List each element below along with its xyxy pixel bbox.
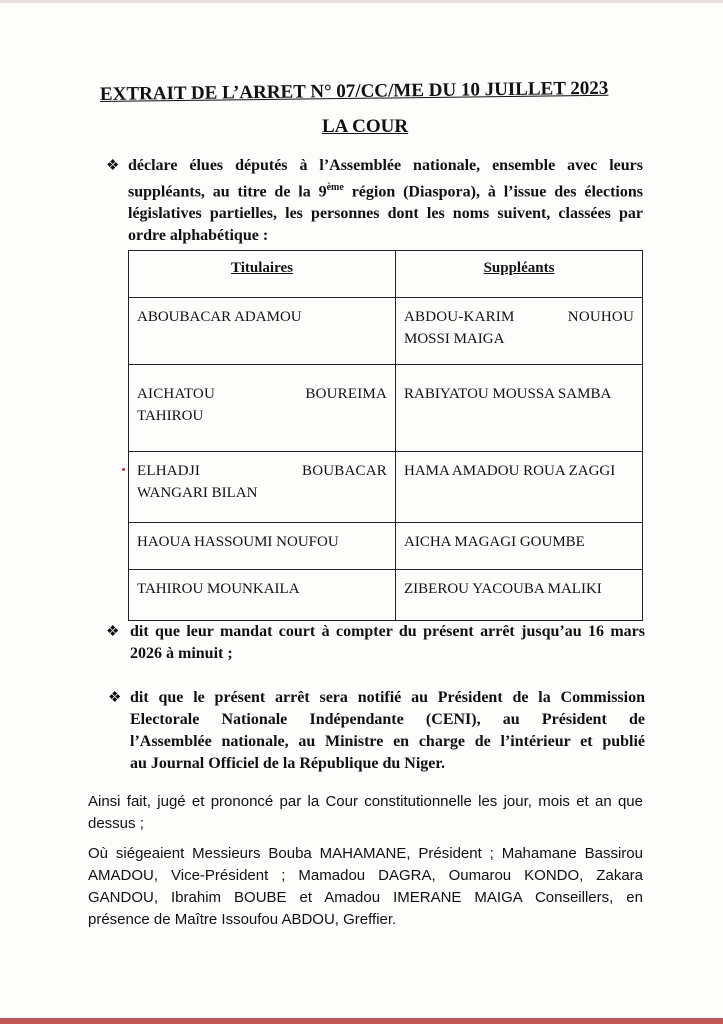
header-suppleants: Suppléants	[396, 251, 643, 298]
titulaire-name: HAOUA HASSOUMI NOUFOU	[137, 534, 339, 550]
court-members-paragraph	[88, 843, 643, 931]
text-line: au Journal Officiel de la République du Niger.	[130, 755, 445, 772]
table-row	[129, 570, 643, 621]
text-line: dit que le présent arrêt sera notifié au Président de la Commission	[130, 689, 645, 706]
table-header-row	[129, 251, 643, 298]
scan-edge-bottom	[0, 1018, 723, 1024]
text-line: présence de Maître Issoufou ABDOU, Greffier.	[88, 911, 397, 928]
text-line: l’Assemblée nationale, au Ministre en charge de l’intérieur et publié	[130, 733, 645, 750]
suppleant-name: ZIBEROU YACOUBA MALIKI	[404, 581, 602, 597]
mandate-paragraph	[130, 621, 645, 665]
text-line: AMADOU, Vice-Président ; Mamadou DAGRA, Oumarou KONDO, Zakara	[88, 867, 643, 884]
suppleant-name: ABDOU-KARIM NOUHOU	[404, 309, 634, 325]
diamond-bullet-icon: ❖	[106, 158, 120, 174]
text-line-region	[128, 177, 643, 203]
diamond-bullet-icon: ❖	[106, 624, 120, 640]
titulaire-name: TAHIROU MOUNKAILA	[137, 581, 300, 597]
table-row	[129, 365, 643, 452]
titulaire-cell	[129, 452, 396, 523]
diamond-bullet-icon: ❖	[108, 690, 122, 706]
text-line: Ainsi fait, jugé et prononcé par la Cour constitutionnelle les jour, mois et an que	[88, 793, 643, 810]
titulaire-name: AICHATOU BOUREIMA	[137, 386, 387, 402]
document-subtitle: LA COUR	[322, 116, 409, 137]
suppleant-name: HAMA AMADOU ROUA ZAGGI	[404, 463, 616, 479]
text-line: GANDOU, Ibrahim BOUBE et Amadou IMERANE MAIGA Conseillers, en	[88, 889, 643, 906]
titulaire-cell	[129, 570, 396, 621]
suppleant-cell	[396, 570, 643, 621]
closing-paragraph	[88, 791, 643, 835]
text-fragment: région (Diaspora), à l’issue des élections	[343, 183, 643, 201]
text-line: Où siégeaient Messieurs Bouba MAHAMANE, Président ; Mahamane Bassirou	[88, 845, 643, 862]
titulaire-name: WANGARI BILAN	[137, 485, 258, 501]
text-line: législatives partielles, les personnes dont les noms suivent, classées par	[128, 205, 643, 223]
titulaire-cell	[129, 298, 396, 365]
text-fragment: suppléants, au titre de la 9	[128, 183, 327, 201]
titulaire-cell	[129, 523, 396, 570]
header-titulaires: Titulaires	[129, 251, 396, 298]
declaration-paragraph	[128, 155, 643, 247]
text-line: dessus ;	[88, 815, 144, 832]
titulaire-name: ELHADJI BOUBACAR	[137, 463, 387, 479]
text-line: dit que leur mandat court à compter du présent arrêt jusqu’au 16 mars	[130, 623, 645, 640]
titulaire-cell	[129, 365, 396, 452]
titulaire-name: TAHIROU	[137, 408, 204, 424]
text-line: 2026 à minuit ;	[130, 645, 233, 662]
ordinal-superscript: ème	[326, 182, 344, 193]
text-line: déclare élues députés à l’Assemblée nationale, ensemble avec leurs	[128, 157, 643, 174]
suppleant-name: RABIYATOU MOUSSA SAMBA	[404, 386, 612, 402]
ink-mark	[122, 468, 125, 471]
titulaire-name: ABOUBACAR ADAMOU	[137, 309, 302, 325]
table-row	[129, 452, 643, 523]
suppleant-cell	[396, 365, 643, 452]
suppleant-cell	[396, 452, 643, 523]
deputies-table	[128, 250, 643, 621]
text-line: ordre alphabétique :	[128, 227, 269, 245]
suppleant-name: MOSSI MAIGA	[404, 331, 505, 347]
table-row	[129, 523, 643, 570]
table-row	[129, 298, 643, 365]
suppleant-cell	[396, 523, 643, 570]
suppleant-cell	[396, 298, 643, 365]
notification-paragraph	[130, 687, 645, 775]
document-title: EXTRAIT DE L’ARRET N° 07/CC/ME DU 10 JUILLET 2023	[99, 77, 609, 105]
suppleant-name: AICHA MAGAGI GOUMBE	[404, 534, 585, 550]
text-line: Electorale Nationale Indépendante (CENI), au Président de	[130, 711, 645, 728]
scan-edge-top	[0, 0, 723, 3]
